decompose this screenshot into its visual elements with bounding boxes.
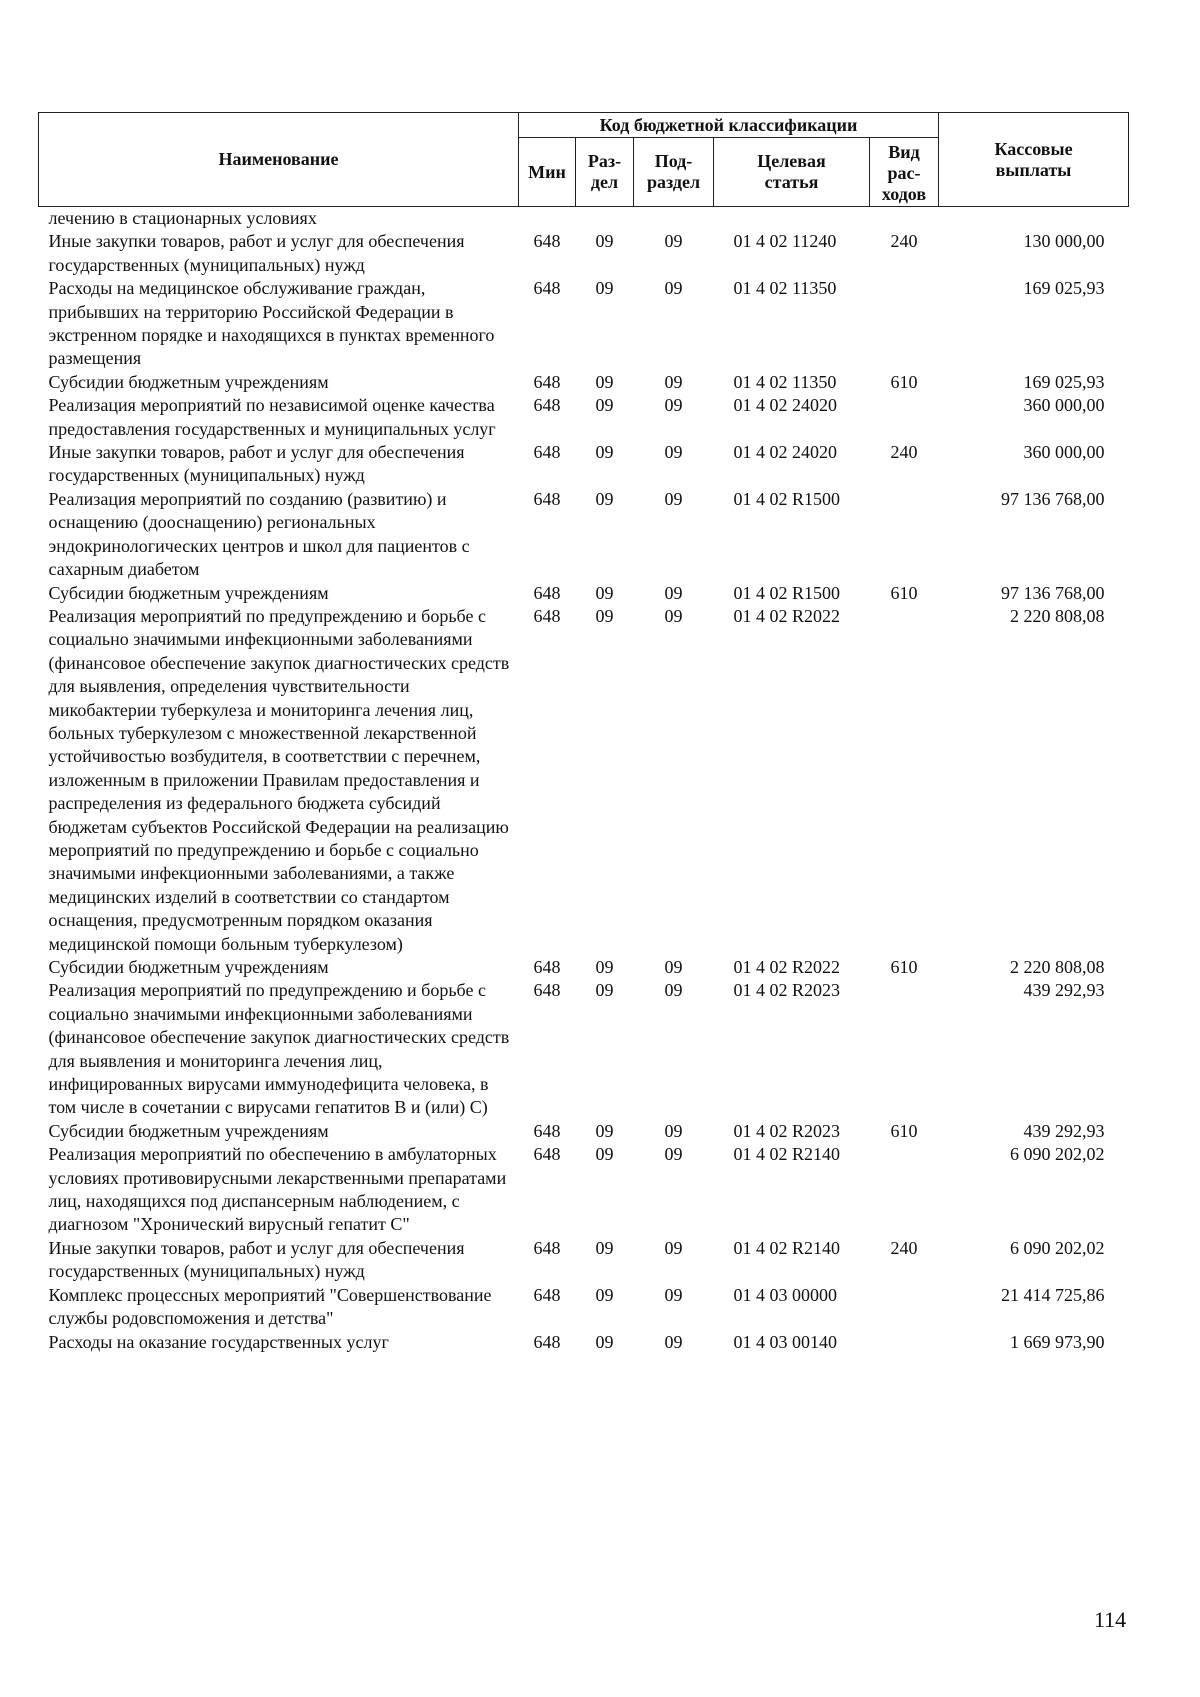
table-row: [39, 1331, 1129, 1354]
row-name: Комплекс процессных мероприятий "Совершенствование службы родовспоможения и детства": [48, 1284, 492, 1329]
row-razdel: 09: [595, 278, 614, 299]
row-podrazdel: 09: [664, 231, 683, 252]
header-min: Мин: [519, 138, 576, 207]
row-vid-raskhodov: [870, 488, 939, 582]
row-razdel: 09: [595, 605, 614, 626]
table-row: [39, 979, 1129, 1119]
row-min: 648: [533, 442, 561, 463]
row-celevaya-statya: 01 4 02 R1500: [733, 488, 841, 509]
header-kassovye: Кассовые выплаты: [939, 113, 1129, 207]
row-min: 648: [533, 395, 561, 416]
header-podrazdel: Под- раздел: [634, 138, 714, 207]
page-number: 114: [1094, 1607, 1127, 1632]
row-name: Иные закупки товаров, работ и услуг для обеспечения государственных (муниципальных) нужд: [48, 442, 465, 486]
row-celevaya-statya: 01 4 02 R2140: [733, 1237, 841, 1258]
row-name: Субсидии бюджетным учреждениям: [48, 957, 329, 977]
table-row: [39, 956, 1129, 979]
row-min: 648: [533, 1284, 561, 1305]
row-podrazdel: 09: [664, 1120, 683, 1141]
row-kassovye-vyplaty: [939, 207, 1129, 231]
row-name: Расходы на медицинское обслуживание граждан, прибывших на территорию Российской Федерации в экстренном порядке и находящихся в пунктах временного размещения: [48, 278, 495, 369]
row-celevaya-statya: 01 4 03 00000: [733, 1284, 837, 1305]
header-name: Наименование: [39, 113, 519, 207]
row-name: Субсидии бюджетным учреждениям: [48, 1120, 329, 1141]
row-kassovye-vyplaty: 439 292,93: [1023, 1120, 1105, 1141]
row-podrazdel: 09: [664, 980, 683, 1001]
row-name: Реализация мероприятий по предупреждению и борьбе с социально значимыми инфекционными заболеваниями (финансовое обеспечение закупок диагностических средств для выявления и мониторинга лечения лиц, инфицированных вирусами иммунодефицита человека, в том числе в сочетании с вирусами гепатитов B и (или) C): [48, 980, 510, 1118]
row-vid-raskhodov: 240: [890, 231, 918, 252]
row-celevaya-statya: 01 4 02 24020: [733, 395, 837, 416]
row-min: 648: [533, 278, 561, 299]
row-razdel: 09: [595, 231, 614, 252]
row-podrazdel: 09: [664, 605, 683, 626]
header-celevaya: Целевая статья: [714, 138, 870, 207]
row-min: 648: [533, 582, 561, 603]
row-kassovye-vyplaty: 169 025,93: [1023, 371, 1105, 392]
row-podrazdel: [634, 207, 714, 231]
row-min: 648: [533, 231, 561, 252]
table-row: [39, 277, 1129, 371]
table-row: [39, 371, 1129, 394]
row-celevaya-statya: 01 4 02 R2023: [733, 1120, 841, 1141]
header-vid: Вид рас- ходов: [870, 138, 939, 207]
row-min: 648: [533, 1237, 561, 1258]
row-kassovye-vyplaty: 6 090 202,02: [1010, 1237, 1105, 1258]
row-min: 648: [533, 1120, 561, 1141]
table-row: [39, 441, 1129, 488]
row-podrazdel: 09: [664, 957, 683, 977]
table-row: [39, 1284, 1129, 1331]
row-podrazdel: 09: [664, 395, 683, 416]
row-razdel: 09: [595, 1331, 614, 1352]
row-name: Расходы на оказание государственных услуг: [48, 1331, 389, 1352]
row-celevaya-statya: 01 4 02 R2022: [733, 957, 841, 977]
row-min: 648: [533, 1331, 561, 1352]
row-kassovye-vyplaty: 360 000,00: [1023, 442, 1105, 463]
row-min: 648: [533, 488, 561, 509]
row-name: Иные закупки товаров, работ и услуг для обеспечения государственных (муниципальных) нужд: [48, 231, 465, 275]
row-razdel: 09: [595, 980, 614, 1001]
table-body: [39, 207, 1129, 1354]
row-razdel: 09: [595, 371, 614, 392]
row-podrazdel: 09: [664, 582, 683, 603]
table-header: [39, 113, 1129, 207]
row-razdel: 09: [595, 488, 614, 509]
row-vid-raskhodov: [870, 605, 939, 956]
row-kassovye-vyplaty: 2 220 808,08: [1010, 605, 1105, 626]
row-celevaya-statya: 01 4 02 R2022: [733, 605, 841, 626]
row-name: Реализация мероприятий по обеспечению в амбулаторных условиях противовирусными лекарственными препаратами лиц, находящихся под диспансерным наблюдением, с диагнозом "Хронический вирусный гепатит C": [48, 1144, 507, 1235]
row-kassovye-vyplaty: 360 000,00: [1023, 395, 1105, 416]
row-vid-raskhodov: [870, 1284, 939, 1331]
row-celevaya-statya: 01 4 03 00140: [733, 1331, 837, 1352]
row-podrazdel: 09: [664, 278, 683, 299]
row-razdel: 09: [595, 1144, 614, 1165]
row-min: 648: [533, 957, 561, 977]
row-name: Реализация мероприятий по предупреждению и борьбе с социально значимыми инфекционными заболеваниями (финансовое обеспечение закупок диагностических средств для выявления, определения чувствительности микобактерии туберкулеза и мониторинга лечения лиц, больных туберкулезом с множественной лекарственной устойчивостью возбудителя, в соответствии с перечнем, изложенным в приложении Правилам предоставления и распределения из федерального бюджета субсидий бюджетам субъектов Российской Федерации на реализацию мероприятий по предупреждению и борьбе с социально значимыми инфекционными заболеваниями, а также медицинских изделий в соответствии со стандартом оснащения, предусмотренным порядком оказания медицинской помощи больным туберкулезом): [48, 605, 510, 954]
row-vid-raskhodov: [870, 1143, 939, 1237]
row-podrazdel: 09: [664, 1284, 683, 1305]
row-kassovye-vyplaty: 130 000,00: [1023, 231, 1105, 252]
table-row: [39, 207, 1129, 231]
row-podrazdel: 09: [664, 488, 683, 509]
row-vid-raskhodov: [870, 1331, 939, 1354]
row-vid-raskhodov: [870, 979, 939, 1119]
table-row: [39, 1143, 1129, 1237]
header-budget-code-group: Код бюджетной классификации: [519, 113, 939, 138]
row-name: Субсидии бюджетным учреждениям: [48, 371, 329, 392]
row-razdel: 09: [595, 1120, 614, 1141]
row-vid-raskhodov: 610: [890, 957, 918, 977]
row-kassovye-vyplaty: 2 220 808,08: [1010, 957, 1105, 977]
row-min: 648: [533, 371, 561, 392]
row-vid-raskhodov: [870, 207, 939, 231]
budget-table: [38, 112, 1129, 1354]
row-kassovye-vyplaty: 169 025,93: [1023, 278, 1105, 299]
row-vid-raskhodov: [870, 277, 939, 371]
row-razdel: 09: [595, 395, 614, 416]
row-podrazdel: 09: [664, 442, 683, 463]
row-celevaya-statya: [714, 207, 870, 231]
row-min: 648: [533, 1144, 561, 1165]
row-podrazdel: 09: [664, 1237, 683, 1258]
row-celevaya-statya: 01 4 02 11350: [733, 278, 837, 299]
row-min: [519, 207, 576, 231]
row-celevaya-statya: 01 4 02 11350: [733, 371, 837, 392]
row-name: Иные закупки товаров, работ и услуг для обеспечения государственных (муниципальных) нужд: [48, 1237, 465, 1282]
row-name: лечению в стационарных условиях: [48, 208, 317, 228]
row-kassovye-vyplaty: 6 090 202,02: [1010, 1144, 1105, 1165]
row-kassovye-vyplaty: 97 136 768,00: [1001, 582, 1105, 603]
header-razdel: Раз- дел: [576, 138, 634, 207]
row-podrazdel: 09: [664, 1144, 683, 1165]
row-vid-raskhodov: 610: [890, 582, 918, 603]
row-razdel: 09: [595, 1237, 614, 1258]
row-podrazdel: 09: [664, 1331, 683, 1352]
row-celevaya-statya: 01 4 02 R2140: [733, 1144, 841, 1165]
table-row: [39, 394, 1129, 441]
row-min: 648: [533, 605, 561, 626]
row-podrazdel: 09: [664, 371, 683, 392]
row-razdel: 09: [595, 957, 614, 977]
table-row: [39, 488, 1129, 582]
row-name: Реализация мероприятий по созданию (развитию) и оснащению (дооснащению) региональных эндокринологических центров и школ для пациентов с сахарным диабетом: [48, 488, 470, 580]
row-kassovye-vyplaty: 439 292,93: [1023, 980, 1105, 1001]
row-name: Реализация мероприятий по независимой оценке качества предоставления государственных и муниципальных услуг: [48, 395, 496, 439]
row-celevaya-statya: 01 4 02 11240: [733, 231, 837, 252]
row-vid-raskhodov: 610: [890, 371, 918, 392]
row-celevaya-statya: 01 4 02 24020: [733, 442, 837, 463]
row-min: 648: [533, 980, 561, 1001]
row-vid-raskhodov: [870, 394, 939, 441]
row-razdel: 09: [595, 442, 614, 463]
row-razdel: 09: [595, 582, 614, 603]
row-kassovye-vyplaty: 1 669 973,90: [1010, 1331, 1105, 1352]
row-vid-raskhodov: 240: [890, 442, 918, 463]
row-kassovye-vyplaty: 21 414 725,86: [1001, 1284, 1105, 1305]
table-row: [39, 230, 1129, 277]
row-razdel: 09: [595, 1284, 614, 1305]
row-kassovye-vyplaty: 97 136 768,00: [1001, 488, 1105, 509]
table-row: [39, 1237, 1129, 1284]
table-row: [39, 1120, 1129, 1143]
row-celevaya-statya: 01 4 02 R2023: [733, 980, 841, 1001]
table-row: [39, 582, 1129, 605]
table-row: [39, 605, 1129, 956]
row-vid-raskhodov: 240: [890, 1237, 918, 1258]
row-razdel: [576, 207, 634, 231]
row-vid-raskhodov: 610: [890, 1120, 918, 1141]
row-name: Субсидии бюджетным учреждениям: [48, 582, 329, 603]
row-celevaya-statya: 01 4 02 R1500: [733, 582, 841, 603]
